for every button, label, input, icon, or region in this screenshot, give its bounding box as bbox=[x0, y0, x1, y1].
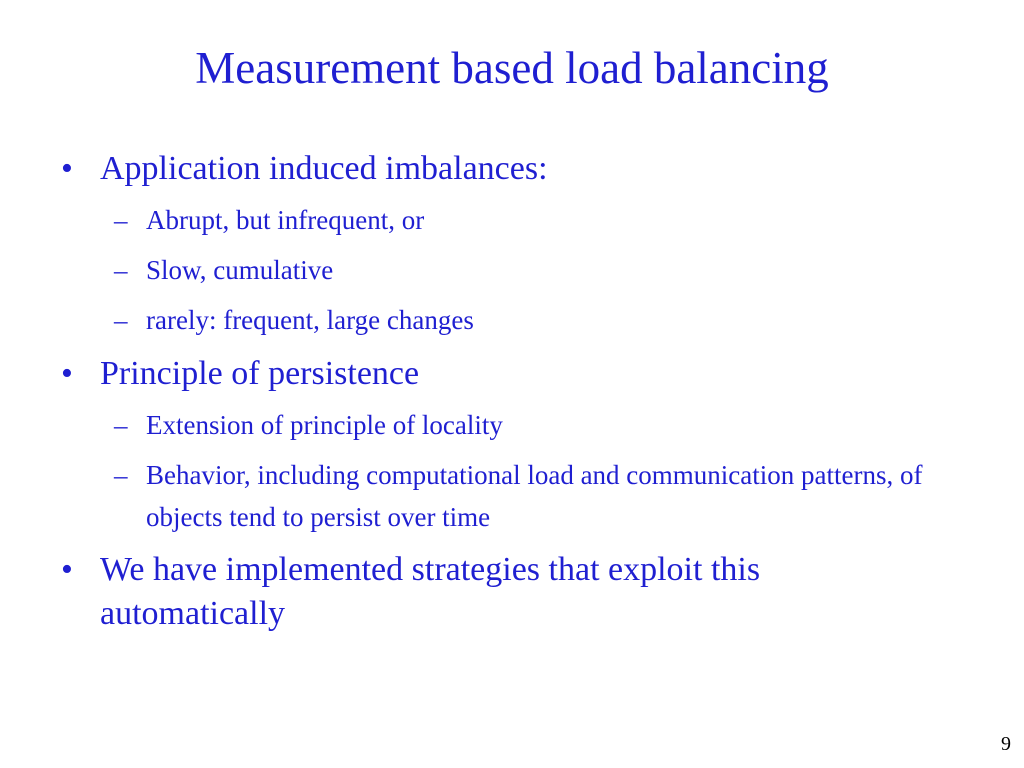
bullet-marker: • bbox=[61, 551, 73, 588]
page-number: 9 bbox=[1001, 733, 1011, 755]
subitem-text: rarely: frequent, large changes bbox=[146, 305, 474, 335]
slide-title: Measurement based load balancing bbox=[195, 43, 829, 93]
bullet-marker: • bbox=[61, 355, 73, 392]
bullet-text: We have implemented strategies that exploit this automatically bbox=[100, 551, 761, 632]
subitem-text: Extension of principle of locality bbox=[146, 410, 503, 440]
bullet-text: Application induced imbalances: bbox=[100, 150, 548, 187]
dash-marker: – bbox=[114, 255, 128, 285]
subitem-text: Behavior, including computational load and communication patterns, of objects tend to persist over time bbox=[146, 460, 923, 532]
dash-marker: – bbox=[114, 305, 128, 335]
subitem-text: Abrupt, but infrequent, or bbox=[146, 205, 425, 235]
dash-marker: – bbox=[114, 205, 128, 235]
bullet-marker: • bbox=[61, 150, 73, 187]
dash-marker: – bbox=[114, 460, 128, 490]
dash-marker: – bbox=[114, 410, 128, 440]
bullet-text: Principle of persistence bbox=[100, 355, 420, 392]
subitem-text: Slow, cumulative bbox=[146, 255, 334, 285]
